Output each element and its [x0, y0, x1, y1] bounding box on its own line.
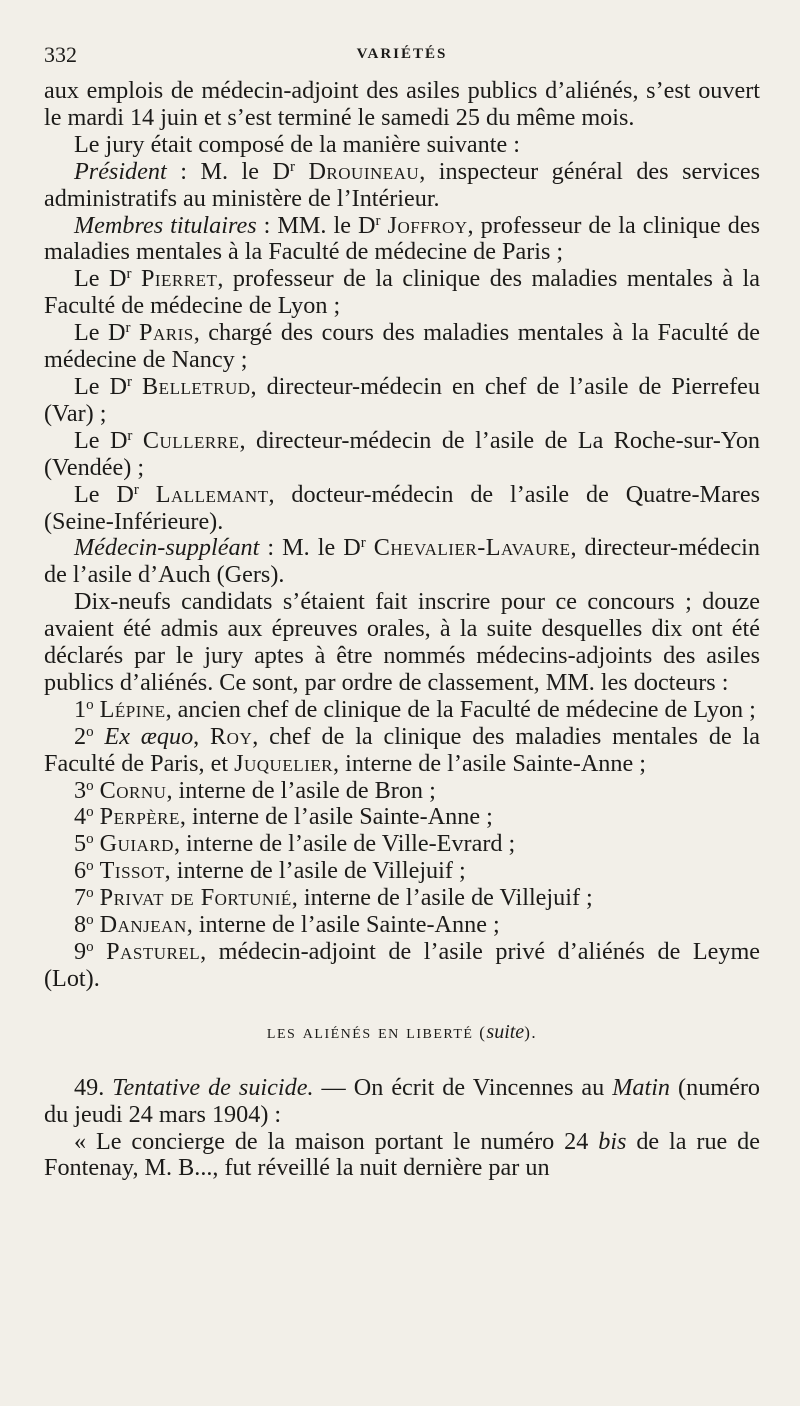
paragraph-jury: Le jury était composé de la manière suivante : — [74, 130, 520, 158]
membres-label: Membres titulaires — [74, 211, 257, 239]
suppleant-label: Médecin-suppléant — [74, 534, 260, 562]
candidate-name: Perpère — [99, 803, 180, 831]
candidate-name: Juquelier — [234, 749, 333, 777]
candidate-name: Tissot — [99, 857, 165, 885]
ranking-item: 2$^o$ Ex æquo, Roy, chef de la clinique des maladies mentales de la Faculté de Paris, et Juquelier, interne de l’asile Sainte-Anne ; — [44, 722, 760, 777]
membre-name: Paris — [139, 319, 194, 347]
section-title: les aliénés en liberté (suite). — [266, 1020, 538, 1043]
article-49: 49. Tentative de suicide. — On écrit de Vincennes au Matin (numéro du jeudi 24 mars 1904) : — [44, 1073, 760, 1128]
paragraph-intro: aux emplois de médecin-adjoint des asiles publics d’aliénés, s’est ouvert le mardi 14 juin et s’est terminé le samedi 25 du même mois. — [44, 77, 760, 131]
membre-name: Pierret — [140, 265, 218, 293]
president-label: Président — [74, 157, 167, 185]
president-name: Drouineau — [308, 157, 420, 185]
jury-membres: Membres titulaires : MM. le $D^r$ Joffroy, professeur de la clinique des maladies mentales à la Faculté de médecine de Paris ; — [44, 211, 761, 266]
jury-membre: Le $D^r$ Belletrud, directeur-médecin en chef de l’asile de Pierrefeu (Var) ; — [44, 372, 761, 427]
membre-name: Joffroy — [387, 211, 468, 239]
ex-aequo: Ex æquo — [104, 722, 194, 750]
ranking-item: 1$^o$ Lépine, ancien chef de clinique de la Faculté de médecine de Lyon ; — [74, 695, 756, 723]
membre-name: Belletrud — [142, 372, 251, 400]
body-text — [44, 78, 760, 1182]
ranking-item: 8$^o$ Danjean, interne de l’asile Sainte-Anne ; — [74, 911, 500, 939]
candidate-name: Cornu — [99, 776, 167, 804]
paragraph-candidats: Dix-neufs candidats s’étaient fait inscrire pour ce concours ; douze avaient été admis aux épreuves orales, à la suite desquelles dix ont été déclarés par le jury aptes à être nommés médecins-adjoints des asiles publics d’aliénés. Ce sont, par ordre de classement, MM. les docteurs : — [44, 588, 760, 696]
suppleant-name: Chevalier-Lavaure — [373, 534, 571, 562]
ranking-item: 3$^o$ Cornu, interne de l’asile de Bron ; — [74, 776, 436, 804]
page-header — [44, 38, 760, 78]
ranking-item: 9$^o$ Pasturel, médecin-adjoint de l’asile privé d’aliénés de Leyme (Lot). — [44, 938, 760, 992]
article-title: Tentative de suicide. — [112, 1073, 314, 1101]
ranking-item: 5$^o$ Guiard, interne de l’asile de Ville-Evrard ; — [74, 830, 516, 858]
membre-name: Lallemant — [155, 480, 269, 508]
candidate-name: Lépine — [99, 695, 166, 723]
jury-membre: Le $D^r$ Cullerre, directeur-médecin de l’asile de La Roche-sur-Yon (Vendée) ; — [44, 426, 761, 481]
ranking-item: 4$^o$ Perpère, interne de l’asile Sainte-Anne ; — [74, 803, 493, 831]
jury-president: Président : M. le $D^r$ Drouineau, inspecteur général des services administratifs au ministère de l’Intérieur. — [44, 157, 760, 212]
ranking-item: 6$^o$ Tissot, interne de l’asile de Villejuif ; — [74, 857, 466, 885]
page-number: 332 — [44, 42, 77, 67]
quote-paragraph: « Le concierge de la maison portant le numéro 24 bis de la rue de Fontenay, M. B..., fut réveillé la nuit dernière par un — [44, 1127, 760, 1182]
candidate-name: Guiard — [99, 830, 174, 858]
candidate-name: Privat de Fortunié — [99, 884, 292, 912]
jury-membre: Le $D^r$ Pierret, professeur de la clinique des maladies mentales à la Faculté de médecine de Lyon ; — [44, 265, 761, 320]
candidate-name: Roy — [210, 722, 253, 750]
candidate-name: Danjean — [99, 911, 187, 939]
membre-name: Cullerre — [142, 426, 240, 454]
jury-membre: Le $D^r$ Lallemant, docteur-médecin de l’asile de Quatre-Mares (Seine-Inférieure). — [44, 480, 761, 535]
journal-name: Matin — [612, 1073, 671, 1101]
page — [44, 38, 760, 1182]
running-title: VARIÉTÉS — [356, 46, 448, 62]
jury-membre: Le $D^r$ Paris, chargé des cours des maladies mentales à la Faculté de médecine de Nancy ; — [44, 319, 760, 374]
candidate-name: Pasturel — [106, 938, 201, 965]
ranking-item: 7$^o$ Privat de Fortunié, interne de l’asile de Villejuif ; — [74, 884, 593, 912]
jury-suppleant: Médecin-suppléant : M. le $D^r$ Chevalier-Lavaure, directeur-médecin de l’asile d’Auch (Gers). — [44, 534, 760, 589]
